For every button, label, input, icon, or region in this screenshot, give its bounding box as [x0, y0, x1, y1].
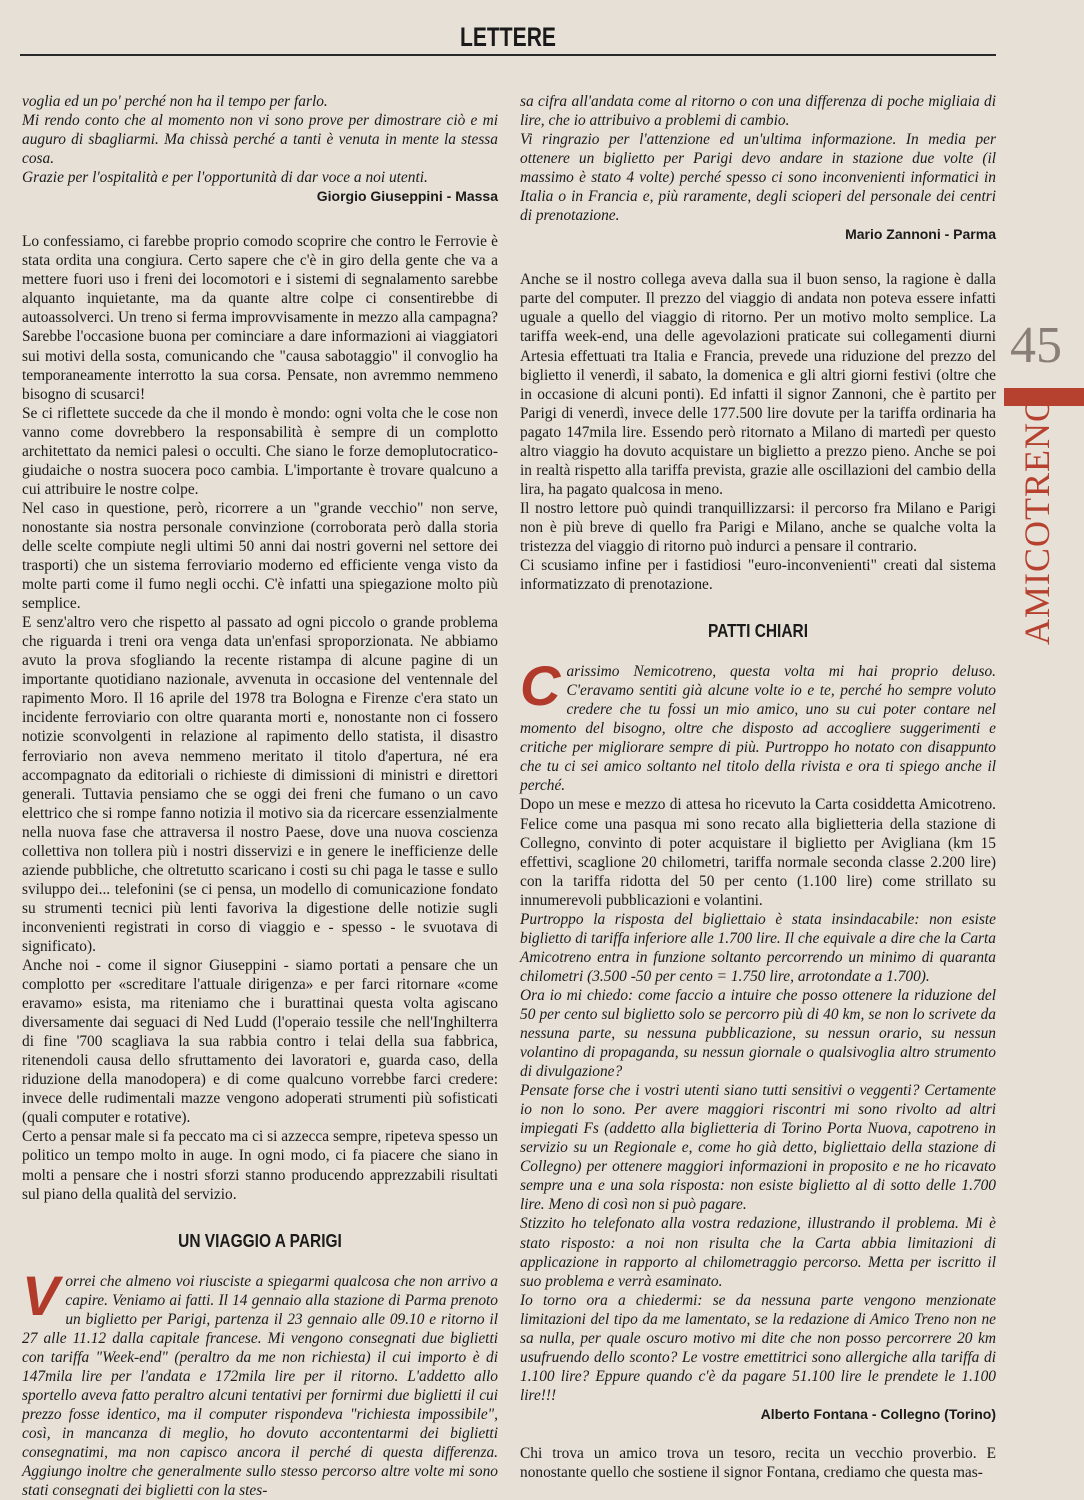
reply2-paragraph: Il nostro lettore può quindi tranquillizzarsi: il percorso fra Milano e Parigi non è più breve di quello fra Parigi e Milano, anche se qualche volta la tristezza del viaggio di ritorno può indurci a pensare il contrario. [520, 499, 996, 555]
letter2-text: orrei che almeno voi riusciste a spiegarmi qualcosa che non arrivo a capire. Veniamo ai fatti. Il 14 gennaio alla stazione di Parma prenoto un biglietto per Parigi, partenza il 23 gennaio alle 09.10 e ritorno il 27 alle 11.12 dalla capitale francese. Mi vengono consegnati due biglietti con tariffa "Week-end" (peraltro da me non richiesta) il cui importo è di 147mila lire per l'andata e 172mila lire per il ritorno. L'addetto allo sportello aveva fatto peraltro alcuni tentativi per fornirmi due biglietti il cui prezzo fosse identico, ma il computer rispondeva "richiesta impossibile", così, in mancanza di meglio, ho dovuto accontentarmi dei biglietti consegnatimi, ma non capisco ancora il perché di questa differenza. Aggiungo inoltre che generalmente sullo stesso percorso altre volte mi sono stati consegnati dei biglietti con la stes- [22, 1272, 498, 1500]
reply2-paragraph: Ci scusiamo infine per i fastidiosi "euro-inconvenienti" creati dal sistema informatizzato di prenotazione. [520, 557, 996, 594]
letter1-signature: Giorgio Giuseppini - Massa [316, 188, 498, 205]
section-title-viaggio-parigi: UN VIAGGIO A PARIGI [178, 1230, 342, 1251]
letter3-paragraph: Ora io mi chiedo: come faccio a intuire che posso ottenere la riduzione del 50 per cento sul biglietto solo se percorro più di 40 km, se non lo scrivete da nessuna parte, su nessuna pubblicazione, su nessun orario, su nessun volantino di propaganda, su nessun giornale o qualsivoglia altro strumento di divulgazione? [520, 986, 996, 1081]
reply1-paragraph: E senz'altro vero che rispetto al passato ad ogni piccolo o grande problema che riguarda i treni ora venga data un'enfasi sproporzionata. Ne abbiamo avuto la prova sfogliando la recente ristampa di alcune pagine di un importante quotidiano nazionale, avvenuta in occasione del ventennale del rapimento Moro. Il 16 aprile del 1978 tra Bologna e Firenze c'era stato un incidente ferroviario con oltre quaranta morti e, nonostante non ci fossero notizie sconvolgenti in relazione al rapimento dello statista, il disastro ferroviario non aveva nemmeno meritato il titolo d'apertura, né era accompagnato da editoriali o richieste di dimissioni di ministri e direttori generali. Tuttavia pensiamo che se oggi dei freni che fumano o un cavo elettrico che si rompe fanno notizia il motivo sia da ricercare essenzialmente nella nuova fase che attraversa il nostro Paese, dove una nuova coscienza collettiva non tollera più i nostri disservizi e in genere le inefficienze delle aziende pubbliche, che oltretutto scaricano i costi su chi paga le tasse e sullo sviluppo dei... telefonini (se ci pensa, un modello di comunicazione fondato su strumenti tecnici più lenti favoriva la digestione delle notizie sugli inconvenienti registrati in corso di viaggio e - spesso - le svuotava di significato). [22, 614, 498, 955]
reply1-paragraph: Certo a pensar male si fa peccato ma ci si azzecca sempre, ripeteva spesso un politico un tempo molto in auge. In ogni modo, ci fa piacere che siano in molti a pensare che i nostri sforzi stanno producendo apprezzabili risultati sul piano della qualità del servizio. [22, 1128, 498, 1203]
reply3-paragraph: Chi trova un amico trova un tesoro, recita un vecchio proverbio. E nonostante quello che sostiene il signor Fontana, crediamo che questa mas- [520, 1444, 996, 1481]
right-column [520, 92, 996, 1482]
letter3-text: arissimo Nemicotreno, questa volta mi hai proprio deluso. C'eravamo sentiti già alcune volte io e te, perché ho sempre voluto credere che tu fossi un mio amico, uno su cui poter contare nel momento del bisogno, oltre che disposto ad accogliere suggerimenti e critiche per migliorare sempre di più. Purtroppo ho notato con disappunto che tu ci sei amico soltanto nel titolo della rivista e ora ti spiego anche il perché. [520, 663, 996, 795]
letter3-signature: Alberto Fontana - Collegno (Torino) [760, 1405, 996, 1422]
letter3-paragraph: Purtroppo la risposta del bigliettaio è stata insindacabile: non esiste biglietto di tariffa inferiore alle 1.700 lire. Il che equivale a dire che la Carta Amicotreno entra in funzione soltanto percorrendo un minimo di quaranta chilometri (3.500 -50 per cento = 1.750 lire, arrotondate a 1.700). [520, 910, 996, 985]
page-number: 45 [1010, 317, 1062, 374]
reply1-paragraph: Lo confessiamo, ci farebbe proprio comodo scoprire che contro le Ferrovie è stata ordita una congiura. Certo sapere che c'è in giro della gente che va a mettere fuori uso i freni dei locomotori e i sistemi di segnalamento sarebbe alquanto inquietante, ma da quante altre colpe ci consentirebbe di autoassolverci. Un treno si ferma improvvisamente in mezzo alla campagna? Sarebbe l'occasione buona per cominciare a dare informazioni ai viaggiatori sui motivi della sosta, comunicando che "causa sabotaggio" il convoglio ha temporaneamente interrotto la sua corsa. Pensate, non avremmo nemmeno bisogno di scusarci! [22, 233, 498, 403]
reply1-paragraph: Nel caso in questione, però, ricorrere a un "grande vecchio" non serve, nonostante sia nostra personale convinzione (corroborata però dalla storia delle scelte compiute negli ultimi 50 anni dai nostri governi nel settore dei trasporti) che un sistema ferroviario moderno ed efficiente venga visto da molte parti come il fumo negli occhi. C'è infatti una spiegazione molto più semplice. [22, 499, 498, 613]
section-name-vertical: AMICOTRENO [1017, 395, 1057, 645]
letter2-continued-paragraph: sa cifra all'andata come al ritorno o con una differenza di poche migliaia di lire, che io attribuivo a problemi di cambio. [520, 93, 996, 130]
page-title: LETTERE [460, 22, 556, 52]
letter2-signature: Mario Zannoni - Parma [845, 226, 996, 243]
letter3-paragraph: Pensate forse che i vostri utenti siano tutti sensitivi o veggenti? Certamente io non lo sono. Per avere maggiori riscontri mi sono rivolto ad altri impiegati Fs (addetto alla biglietteria di Torino Porta Nuova, capotreno in servizio su un Regionale e, come ho già detto, bigliettaio della stazione di Collegno) per ottenere maggiori informazioni in proposito e ne ho ricavato sempre una e una sola risposta: non esiste biglietto al di sotto delle 1.700 lire. Meno di così non si può pagare. [520, 1082, 996, 1214]
dropcap-v: V [22, 1263, 60, 1327]
section-title-patti-chiari: PATTI CHIARI [707, 621, 809, 642]
letter1-paragraph: voglia ed un po' perché non ha il tempo per farlo. [22, 93, 328, 110]
reply1-paragraph: Anche noi - come il signor Giuseppini - siamo portati a pensare che un complotto per «screditare l'attuale dirigenza» e per farci ritornare «come eravamo» esista, ma riteniamo che i burattinai questa volta agiscano diversamente dai seguaci di Ned Ludd (l'operaio tessile che nell'Inghilterra di fine '700 scagliava la sua rabbia contro i telai della sua fabbrica, ritenendoli causa dello sfruttamento dei lavoratori e, guarda caso, della riduzione della manodopera) e di come qualcuno vorrebbe farci credere: invece delle rudimentali mazze vengono adoperati strumenti più sofisticati (quali computer e rotative). [22, 957, 498, 1127]
letter2-paragraph [22, 1263, 498, 1500]
letter3-paragraph: Stizzito ho telefonato alla vostra redazione, illustrando il problema. Mi è stato risposto: a noi non risulta che la Carta abbia limitazioni di applicazione in rapporto al chilometraggio percorso. Metta per iscritto il suo problema e verrà esaminato. [520, 1215, 996, 1290]
letter3-paragraph: Dopo un mese e mezzo di attesa ho ricevuto la Carta cosiddetta Amicotreno. Felice come una pasqua mi sono recato alla biglietteria della stazione di Collegno, convinto di poter acquistare il biglietto per Avigliana (km 15 effettivi, scaglione 20 chilometri, tariffa normale seconda classe 2.200 lire) con la tariffa ridotta del 50 per cento (1.100 lire) come strillato su innumerevoli pubblicazioni e volantini. [520, 796, 996, 909]
reply2-paragraph: Anche se il nostro collega aveva dalla sua il buon senso, la ragione è dalla parte del computer. Il prezzo del viaggio di andata non poteva essere infatti uguale a quello del viaggio di ritorno. Per un motivo molto semplice. La tariffa week-end, una delle agevolazioni praticate sui collegamenti diurni Artesia effettuati tra Italia e Francia, prevede una riduzione del prezzo del biglietto il venerdì, il sabato, la domenica e gli altri giorni festivi (oltre che in occasione di alcuni ponti). Ed infatti il signor Zannoni, che è partito per Parigi di venerdì, invece delle 177.500 lire dovute per la tariffa ordinaria ha pagato 147mila lire. Essendo però ritornato a Milano di martedì per questo altro viaggio ha dovuto acquistare un biglietto a prezzo pieno. Anche se poi in realtà rispetto alla tariffa prevista, grazie alle oscillazioni del cambio della lira, ha pagato qualcosa in meno. [520, 271, 996, 498]
letter1-paragraph: Grazie per l'ospitalità e per l'opportunità di dar voce a noi utenti. [22, 169, 428, 187]
letter3-paragraph [520, 654, 996, 795]
reply1-paragraph: Se ci riflettete succede da che il mondo è mondo: ogni volta che le cose non vanno come dovrebbero la responsabilità è sempre di un complotto architettato da nemici palesi o occulti. Che siano le forze demoplutocratico-giudaiche o nostra suocera poco cambia. L'importante è trovare qualcuno a cui attribuire le nostre colpe. [22, 404, 498, 498]
page-header [20, 22, 996, 54]
header-rule [20, 54, 996, 56]
letter2-continued-paragraph: Vi ringrazio per l'attenzione ed un'ultima informazione. In media per ottenere un biglietto per Parigi devo andare in stazione due volte (il massimo è stato 4 volte) perché spesso ci sono inconvenienti informatici in Italia o in Francia e, più raramente, degli scioperi del personale dei centri di prenotazione. [520, 131, 996, 225]
dropcap-c: C [520, 654, 561, 718]
letter3-paragraph: Io torno ora a chiedermi: se da nessuna parte vengono menzionate limitazioni del tipo da me lamentato, se la redazione di Amico Treno non ne sa nulla, per quale oscuro motivo mi dite che non posso percorrere 20 km usufruendo dello sconto? Le vostre emettitrici sono allergiche alla tariffa di 1.100 lire? Eppure quando c'è da pagare 51.100 lire le prendete le 1.100 lire!!! [520, 1291, 996, 1404]
left-column [22, 92, 498, 1500]
letter1-paragraph: Mi rendo conto che al momento non vi sono prove per dimostrare ciò e mi auguro di sbagliarmi. Ma chissà perché a tanti è venuta in mente la stessa cosa. [22, 112, 498, 168]
